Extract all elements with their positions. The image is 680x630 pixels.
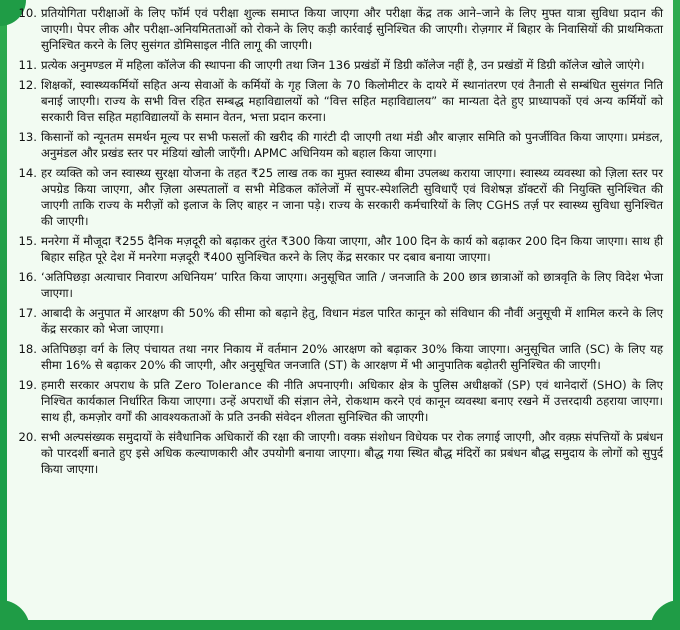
list-item <box>13 234 663 266</box>
list-item <box>13 6 663 54</box>
list-item-number: 10. <box>18 6 37 20</box>
list-item-text: किसानों को न्यूनतम समर्थन मूल्य पर सभी फसलों की खरीद की गारंटी दी जाएगी तथा मंडी और बाज़ार समिति को पुनर्जीवित किया जाएगा। प्रमंडल, अनुमंडल और प्रखंड स्तर पर मंडियां खोली जाएँगी। APMC अधिनियम को बहाल किया जाएगा। <box>41 129 663 160</box>
list-item-number: 20. <box>18 429 37 444</box>
list-item-text: प्रत्येक अनुमण्डल में महिला कॉलेज की स्थापना की जाएगी तथा जिन 136 प्रखंडों में डिग्री कॉलेज नहीं है, उन प्रखंडों में डिग्री कॉलेज खोले जाएंगे। <box>41 57 645 72</box>
list-item-text: हर व्यक्ति को जन स्वास्थ्य सुरक्षा योजना के तहत ₹25 लाख तक का मुफ़्त स्वास्थ्य बीमा उपलब्ध कराया जाएगा। स्वास्थ्य व्यवस्था को ज़िला स्तर पर अपग्रेड किया जाएगा, और ज़िला अस्पतालों व सभी मेडिकल कॉलेजों में सुपर-स्पेशलिटी सुविधाएँ एवं विशेषज्ञ डॉक्टरों की नियुक्ति सुनिश्चित की जाएगी ताकि राज्य के मरीज़ों को इलाज के लिए बाहर न जाना पड़े। राज्य के सरकारी कर्मचारियों के लिए CGHS तर्ज़ पर स्वास्थ्य सुविधा सुनिश्चित की जाएगी। <box>41 165 663 228</box>
list-item-text: हमारी सरकार अपराध के प्रति Zero Tolerance की नीति अपनाएगी। अधिकार क्षेत्र के पुलिस अधीक्षकों (SP) एवं थानेदारों (SHO) के लिए निश्चित कार्यकाल निर्धारित किया जाएगा। उन्हें अपराधों की संज्ञान लेने, रोकथाम करने एवं कानून व्यवस्था बनाए रखने में उत्तरदायी ठहराया जाएगा। साथ ही, कमज़ोर वर्गों की आवश्यकताओं के प्रति उनकी संवेदन शीलता सुनिश्चित की जाएगी। <box>41 377 663 424</box>
list-item-number: 18. <box>18 341 37 356</box>
list-item-text: ‘अतिपिछड़ा अत्याचार निवारण अधिनियम’ पारित किया जाएगा। अनुसूचित जाति / जनजाति के 200 छात्र छात्राओं को छात्रवृति के लिए विदेश भेजा जाएगा। <box>41 269 663 300</box>
manifesto-list <box>13 6 663 478</box>
list-item-text: सभी अल्पसंख्यक समुदायों के संवैधानिक अधिकारों की रक्षा की जाएगी। वक्फ़ संशोधन विधेयक पर रोक लगाई जाएगी, और वक़्फ़ संपत्तियों के प्रबंधन को पारदर्शी बनाते हुए इसे अधिक कल्याणकारी और उपयोगी बनाया जाएगा। बौद्ध गया स्थित बौद्ध मंदिरों का प्रबंधन बौद्ध समुदाय के लोगों को सुपुर्द किया जाएगा। <box>41 429 663 476</box>
manifesto-content <box>7 0 673 620</box>
list-item-text: अतिपिछड़ा वर्ग के लिए पंचायत तथा नगर निकाय में वर्तमान 20% आरक्षण को बढ़ाकर 30% किया जाएगा। अनुसूचित जाति (SC) के लिए यह सीमा 16% से बढ़ाकर 20% की जाएगी, और अनुसूचित जनजाति (ST) के आरक्षण में भी आनुपातिक बढ़ोतरी सुनिश्चित की जाएगी। <box>41 341 663 372</box>
left-border-decoration <box>0 0 7 630</box>
list-item <box>13 306 663 338</box>
list-item-text: शिक्षकों, स्वास्थ्यकर्मियों सहित अन्य सेवाओं के कर्मियों के गृह जिला के 70 किलोमीटर के दायरे में स्थानांतरण एवं तैनाती से सम्बंधित सुसंगत निति बनाई जाएगी। राज्य के सभी वित्त रहित सम्बद्ध महाविद्यालयों को “वित्त सहित महाविद्यालय” का मान्यता देते हुए प्राध्यापकों एवं अन्य कर्मियों को सरकारी वित्त सहित महाविद्यालयों के समान वेतन, भत्ता प्रदान करना। <box>41 77 663 124</box>
list-item-number: 11. <box>18 57 37 72</box>
list-item-number: 16. <box>18 269 37 284</box>
list-item-number: 17. <box>18 305 37 320</box>
list-item <box>13 166 663 230</box>
list-item <box>13 430 663 478</box>
right-border-decoration <box>673 0 680 630</box>
bottom-border-decoration <box>0 620 680 630</box>
list-item <box>13 342 663 374</box>
list-item <box>13 58 663 74</box>
list-item-number: 13. <box>18 129 37 144</box>
list-item-number: 15. <box>18 233 37 248</box>
list-item-number: 12. <box>18 77 37 92</box>
list-item <box>13 378 663 426</box>
list-item <box>13 78 663 126</box>
list-item <box>13 130 663 162</box>
list-item <box>13 270 663 302</box>
list-item-text: मनरेगा में मौजूदा ₹255 दैनिक मज़दूरी को बढ़ाकर तुरंत ₹300 किया जाएगा, और 100 दिन के कार्य को बढ़ाकर 200 दिन किया जाएगा। साथ ही बिहार सहित पूरे देश में मनरेगा मज़दूरी ₹400 सुनिश्चित करने के लिए केंद्र सरकार पर दबाव बनाया जाएगा। <box>41 233 663 264</box>
list-item-number: 14. <box>18 165 37 180</box>
list-item-text: प्रतियोगिता परीक्षाओं के लिए फॉर्म एवं परीक्षा शुल्क समाप्त किया जाएगा और परीक्षा केंद्र तक आने–जाने के लिए मुफ्त यात्रा सुविधा प्रदान की जाएगी। पेपर लीक और परीक्षा-अनियमितताओं को रोकने के लिए कड़ी कार्रवाई सुनिश्चित की जाएगी। रोज़गार में बिहार के निवासियों की प्राथमिकता सुनिश्चित करने के लिए सुसंगत डोमिसाइल नीति लागू की जाएगी। <box>41 6 663 52</box>
list-item-number: 19. <box>18 377 37 392</box>
list-item-text: आबादी के अनुपात में आरक्षण की 50% की सीमा को बढ़ाने हेतु, विधान मंडल पारित कानून को संविधान की नौवीं अनुसूची में शामिल करने के लिए केंद्र सरकार को भेजा जाएगा। <box>41 305 663 336</box>
